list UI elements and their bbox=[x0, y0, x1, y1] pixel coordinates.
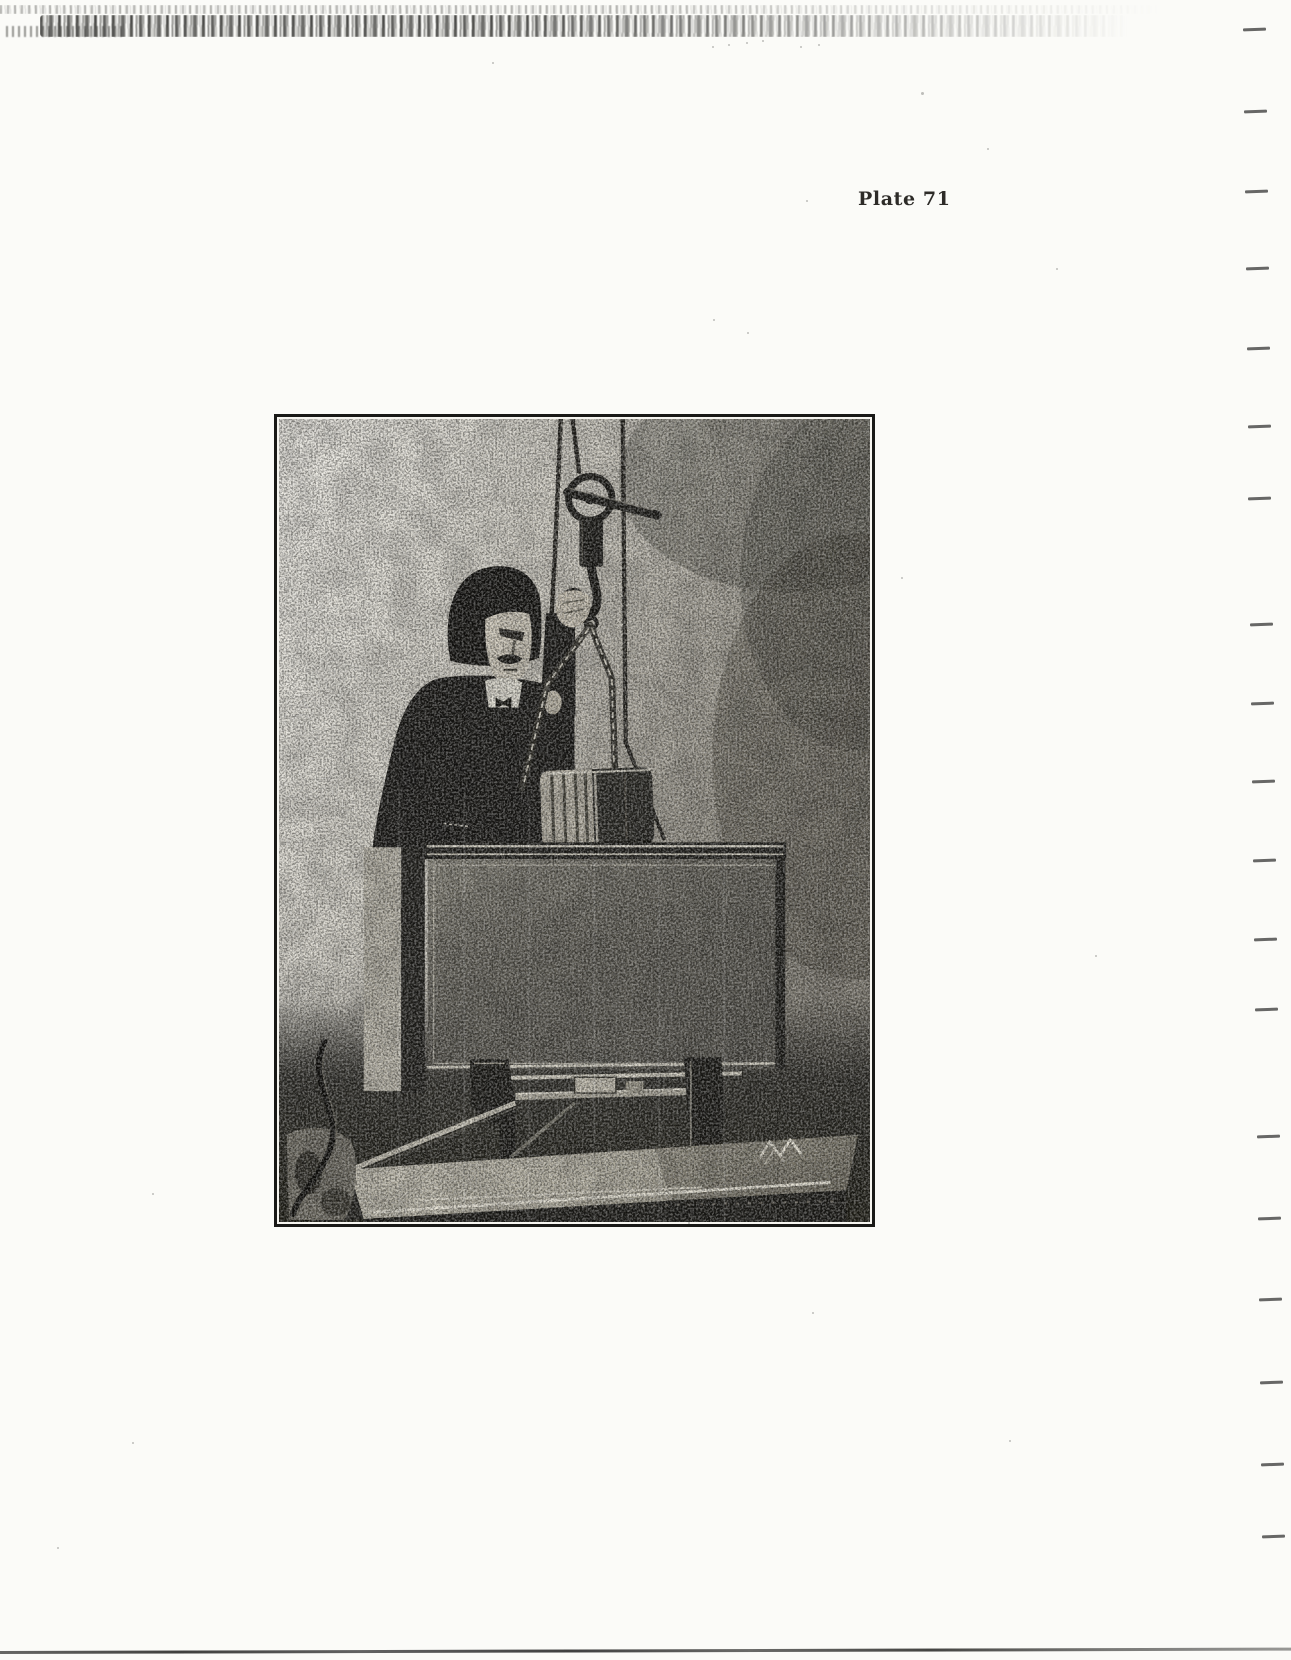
page-speck bbox=[746, 42, 748, 44]
right-edge-mark bbox=[1245, 190, 1268, 193]
page-speck bbox=[728, 44, 730, 46]
page-speck bbox=[901, 577, 903, 579]
right-edge-mark bbox=[1244, 110, 1267, 113]
right-edge-mark bbox=[1259, 1298, 1282, 1301]
right-edge-mark bbox=[1246, 267, 1269, 270]
right-edge-mark bbox=[1251, 702, 1274, 705]
page-speck bbox=[800, 46, 802, 48]
page-speck bbox=[517, 1190, 519, 1192]
page-speck bbox=[1095, 955, 1097, 957]
page-speck bbox=[806, 200, 808, 202]
scan-smudge-top bbox=[40, 15, 1130, 37]
page-speck bbox=[1056, 268, 1058, 270]
page-speck bbox=[987, 148, 989, 150]
right-edge-mark bbox=[1258, 1217, 1281, 1220]
right-edge-mark bbox=[1262, 1535, 1285, 1538]
page-speck bbox=[152, 1193, 154, 1195]
right-edge-mark bbox=[1250, 623, 1273, 626]
right-edge-mark bbox=[1248, 425, 1271, 428]
plate-caption: Plate 71 bbox=[858, 188, 951, 210]
page-speck bbox=[1009, 1440, 1011, 1442]
grain-overlay bbox=[279, 419, 870, 1222]
right-edge-mark bbox=[1257, 1135, 1280, 1138]
page-speck bbox=[688, 1222, 690, 1224]
bottom-edge-line bbox=[0, 1648, 1291, 1654]
scan-smudge-top-thin bbox=[0, 5, 1160, 14]
page-speck bbox=[57, 1547, 59, 1549]
page-speck bbox=[132, 1442, 134, 1444]
page-speck bbox=[492, 62, 494, 64]
right-edge-mark bbox=[1243, 28, 1266, 31]
page-speck bbox=[921, 92, 924, 95]
photo-illustration bbox=[279, 419, 870, 1222]
right-edge-mark bbox=[1252, 780, 1275, 783]
page-speck bbox=[812, 1312, 814, 1314]
right-edge-mark bbox=[1247, 347, 1270, 350]
right-edge-mark bbox=[1254, 938, 1277, 941]
page-speck bbox=[762, 40, 764, 42]
page-speck bbox=[818, 44, 820, 46]
right-edge-mark bbox=[1261, 1463, 1284, 1466]
plate-photograph bbox=[274, 414, 875, 1227]
right-edge-mark bbox=[1253, 859, 1276, 862]
page-speck bbox=[712, 46, 714, 48]
right-edge-mark bbox=[1255, 1008, 1278, 1011]
right-edge-mark bbox=[1248, 497, 1271, 500]
page-speck bbox=[747, 332, 749, 334]
page-speck bbox=[713, 319, 715, 321]
scan-smudge-top-left bbox=[6, 26, 126, 37]
right-edge-mark bbox=[1260, 1381, 1283, 1384]
